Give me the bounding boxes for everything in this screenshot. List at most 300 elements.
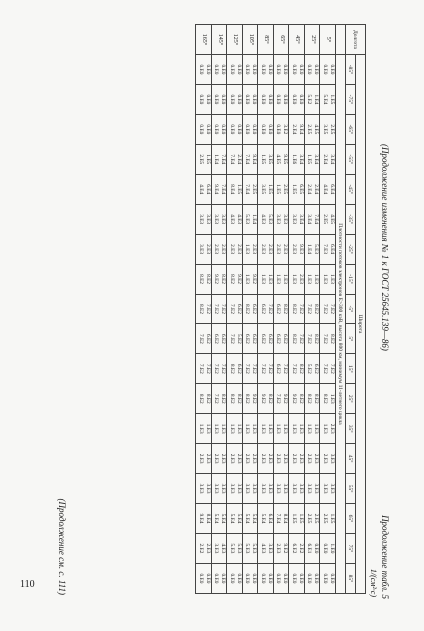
flux-cell: [289, 563, 305, 593]
flux-cell: [289, 84, 305, 114]
flux-value: 1.E3: [328, 274, 335, 284]
flux-value: 1.E5: [204, 154, 211, 165]
flux-value: 1.E3: [213, 423, 220, 434]
flux-value: 1.E5: [328, 513, 335, 524]
flux-value: 8.E2: [228, 363, 235, 374]
flux-cell: [274, 114, 290, 144]
latitude-col-header: 65°: [346, 504, 356, 534]
flux-cell: [196, 563, 212, 593]
flux-cell: [212, 294, 228, 324]
flux-value: 3.E3: [266, 483, 273, 494]
flux-value: 0.E0: [220, 64, 227, 75]
flux-value: 0.E0: [204, 124, 211, 135]
flux-cell: [320, 414, 336, 444]
flux-value: 9.E4: [197, 513, 204, 524]
flux-value: 7.E4: [244, 154, 251, 165]
flux-value: 9.E4: [297, 124, 304, 135]
flux-value: 0.E0: [228, 124, 235, 135]
flux-value: 4.E5: [275, 154, 282, 165]
flux-value: 7.E4: [228, 154, 235, 165]
flux-value: 0.E0: [197, 94, 204, 105]
flux-cell: [212, 504, 228, 534]
flux-value: 7.E2: [328, 363, 335, 374]
flux-value: 2.E2: [297, 543, 304, 554]
flux-value: 6.E5: [297, 184, 304, 195]
flux-value: 9.E2: [213, 274, 220, 284]
flux-cell: [289, 324, 305, 354]
flux-cell: [258, 84, 274, 114]
flux-value: 2.E5: [306, 513, 313, 524]
flux-value: 0.E0: [213, 94, 220, 105]
flux-value: 0.E0: [328, 64, 335, 75]
flux-value: 5.E4: [220, 513, 227, 524]
flux-value: 2.E3: [290, 244, 297, 255]
flux-cell: [289, 174, 305, 204]
flux-value: 2.E3: [251, 453, 258, 464]
flux-value: 9.E2: [251, 393, 258, 404]
flux-cell: [305, 414, 321, 444]
flux-value: 2.E3: [313, 453, 320, 464]
flux-value: 0.E0: [275, 573, 282, 584]
flux-value: 7.E2: [321, 304, 328, 314]
flux-value: 6.E2: [235, 304, 242, 314]
flux-value: 7.E2: [321, 363, 328, 374]
flux-value: 2.E4: [321, 154, 328, 165]
flux-cell: [305, 84, 321, 114]
flux-cell: [305, 534, 321, 564]
flux-value: 0.E0: [235, 573, 242, 584]
flux-cell: [320, 264, 336, 294]
flux-value: 2.E3: [290, 453, 297, 464]
flux-cell: [212, 384, 228, 414]
flux-value: 3.E3: [197, 244, 204, 255]
flux-value: 1.E3: [244, 274, 251, 284]
flux-value: 2.E3: [220, 244, 227, 255]
flux-value: 2.E3: [275, 543, 282, 554]
flux-cell: [196, 414, 212, 444]
rotated-page: [30, 24, 390, 599]
flux-value: 1.E3: [321, 274, 328, 284]
table-body: [196, 25, 336, 594]
flux-value: 8.E2: [220, 274, 227, 284]
flux-value: 8.E2: [313, 393, 320, 404]
flux-cell: [196, 144, 212, 174]
flux-value: 3.E3: [197, 214, 204, 225]
flux-value: 4.E4: [321, 184, 328, 195]
flux-value: 0.E0: [297, 573, 304, 584]
flux-value: 0.E0: [297, 64, 304, 75]
flux-cell: [258, 324, 274, 354]
flux-value: 0.E0: [251, 94, 258, 105]
flux-cell: [274, 563, 290, 593]
flux-value: 0.E0: [259, 64, 266, 75]
flux-value: 7.E2: [306, 304, 313, 314]
flux-cell: [243, 474, 259, 504]
flux-cell: [274, 504, 290, 534]
flux-cell: [212, 414, 228, 444]
flux-value: 3.E4: [297, 214, 304, 225]
flux-value: 6.E2: [275, 304, 282, 314]
flux-value: 3.E5: [321, 124, 328, 135]
flux-value: 5.E2: [235, 333, 242, 344]
flux-value: 1.E3: [259, 423, 266, 434]
flux-cell: [196, 444, 212, 474]
flux-value: 3.E3: [297, 483, 304, 494]
flux-value: 9.E2: [290, 393, 297, 404]
table-row: [212, 25, 228, 594]
flux-cell: [243, 84, 259, 114]
flux-value: 5.E4: [213, 513, 220, 524]
flux-value: 6.E2: [220, 333, 227, 344]
flux-value: 7.E2: [282, 363, 289, 374]
latitude-col-header: -65°: [346, 114, 356, 144]
flux-cell: [212, 204, 228, 234]
flux-cell: [227, 144, 243, 174]
longitude-cell: 25°: [305, 25, 321, 55]
flux-value: 7.E2: [220, 304, 227, 314]
flux-cell: [227, 264, 243, 294]
flux-value: 0.E0: [213, 124, 220, 135]
flux-value: 2.E3: [244, 453, 251, 464]
flux-cell: [212, 563, 228, 593]
flux-value: 2.E3: [204, 543, 211, 554]
flux-cell: [305, 294, 321, 324]
flux-value: 7.E2: [197, 333, 204, 344]
flux-value: 1.E3: [306, 423, 313, 434]
latitude-col-header: 75°: [346, 534, 356, 564]
flux-value: 3.E5: [266, 154, 273, 165]
flux-value: 3.E3: [290, 483, 297, 494]
longitude-cell: 65°: [274, 25, 290, 55]
flux-cell: [320, 84, 336, 114]
flux-cell: [320, 474, 336, 504]
flux-value: 0.E0: [290, 573, 297, 584]
flux-value: 3.E3: [328, 453, 335, 464]
flux-value: 0.E0: [228, 573, 235, 584]
flux-value: 0.E0: [251, 573, 258, 584]
unit-label: 1/(см²·с): [369, 568, 378, 597]
flux-value: 3.E3: [259, 483, 266, 494]
flux-cell: [227, 294, 243, 324]
flux-value: 1.E3: [220, 423, 227, 434]
flux-cell: [320, 114, 336, 144]
flux-value: 7.E2: [213, 363, 220, 374]
flux-value: 0.E0: [321, 573, 328, 584]
document-title: (Продолжение изменения № 1 к ГОСТ 25645.139—86): [380, 144, 390, 351]
flux-cell: [258, 563, 274, 593]
flux-cell: [227, 204, 243, 234]
flux-value: 8.E2: [306, 393, 313, 404]
flux-cell: [305, 55, 321, 85]
flux-cell: [227, 55, 243, 85]
flux-value: 6.E4: [328, 184, 335, 195]
flux-value: 6.E4: [266, 513, 273, 524]
flux-value: 6.E2: [259, 333, 266, 344]
flux-cell: [289, 414, 305, 444]
flux-value: 2.E4: [313, 184, 320, 195]
flux-value: 6.E2: [235, 363, 242, 374]
flux-value: 7.E2: [328, 304, 335, 314]
flux-value: 5.E4: [235, 513, 242, 524]
flux-value: 0.E0: [197, 573, 204, 584]
page-number: 110: [20, 579, 35, 590]
flux-cell: [258, 294, 274, 324]
flux-value: 2.E3: [213, 453, 220, 464]
table-row: [196, 25, 212, 594]
flux-value: 0.E0: [306, 573, 313, 584]
flux-cell: [305, 234, 321, 264]
flux-value: 6.E2: [259, 304, 266, 314]
flux-value: 5.E3: [244, 214, 251, 225]
flux-cell: [258, 55, 274, 85]
flux-value: 1.E3: [244, 423, 251, 434]
flux-value: 7.E2: [204, 304, 211, 314]
flux-value: 3.E3: [251, 483, 258, 494]
flux-value: 0.E0: [266, 124, 273, 135]
flux-value: 8.E2: [290, 304, 297, 314]
flux-value: 2.E2: [197, 543, 204, 554]
flux-value: 3.E3: [197, 483, 204, 494]
flux-value: 6.E4: [204, 184, 211, 195]
flux-value: 1.E3: [244, 244, 251, 255]
flux-value: 8.E2: [244, 304, 251, 314]
flux-value: 1.E4: [313, 94, 320, 105]
flux-value: 2.E5: [313, 513, 320, 524]
flux-value: 2.E3: [297, 274, 304, 284]
flux-cell: [212, 534, 228, 564]
flux-cell: [196, 324, 212, 354]
flux-value: 1.E3: [282, 423, 289, 434]
flux-value: 2.E3: [235, 244, 242, 255]
flux-value: 8.E2: [197, 304, 204, 314]
flux-value: 9.E2: [282, 543, 289, 554]
longitude-cell: 105°: [243, 25, 259, 55]
flux-value: 8.E2: [266, 393, 273, 404]
flux-value: 7.E4: [244, 184, 251, 195]
table-row: [320, 25, 336, 594]
flux-value: 6.E1: [306, 543, 313, 554]
flux-cell: [274, 324, 290, 354]
flux-value: 6.E2: [204, 333, 211, 344]
flux-value: 0.E0: [313, 543, 320, 554]
flux-cell: [212, 354, 228, 384]
flux-value: 0.E0: [259, 94, 266, 105]
flux-cell: [196, 114, 212, 144]
flux-cell: [289, 144, 305, 174]
flux-value: 0.E0: [266, 94, 273, 105]
flux-value: 7.E2: [204, 363, 211, 374]
flux-value: 9.E2: [251, 274, 258, 284]
flux-cell: [227, 444, 243, 474]
flux-cell: [227, 534, 243, 564]
flux-cell: [243, 414, 259, 444]
flux-value: 2.E3: [282, 244, 289, 255]
flux-value: 3.E3: [282, 214, 289, 225]
flux-cell: [258, 474, 274, 504]
flux-cell: [320, 174, 336, 204]
flux-value: 1.E5: [266, 184, 273, 195]
flux-value: 7.E2: [259, 363, 266, 374]
flux-value: 6.E2: [313, 363, 320, 374]
flux-value: 2.E5: [306, 124, 313, 135]
flux-cell: [227, 234, 243, 264]
flux-cell: [227, 114, 243, 144]
latitude-col-header: -45°: [346, 174, 356, 204]
flux-value: 9.E2: [282, 393, 289, 404]
flux-value: 9.E4: [251, 154, 258, 165]
flux-value: 0.E0: [282, 64, 289, 75]
flux-value: 1.E3: [313, 423, 320, 434]
flux-value: 0.E0: [275, 124, 282, 135]
flux-value: 1.E0: [328, 543, 335, 554]
flux-value: 8.E4: [204, 513, 211, 524]
flux-value: 3.E4: [297, 154, 304, 165]
flux-cell: [212, 324, 228, 354]
flux-cell: [258, 414, 274, 444]
flux-value: 5.E2: [306, 363, 313, 374]
flux-value: 6.E2: [251, 304, 258, 314]
flux-value: 2.E3: [266, 453, 273, 464]
flux-table: [196, 24, 367, 594]
flux-value: 1.E3: [266, 274, 273, 284]
flux-value: 1.E5: [259, 154, 266, 165]
flux-value: 8.E2: [228, 393, 235, 404]
flux-value: 8.E2: [204, 393, 211, 404]
flux-value: 7.E2: [321, 333, 328, 344]
flux-value: 7.E4: [220, 184, 227, 195]
flux-value: 3.E3: [275, 214, 282, 225]
flux-value: 6.E2: [244, 333, 251, 344]
flux-value: 0.E0: [321, 543, 328, 554]
flux-value: 8.E2: [282, 304, 289, 314]
flux-value: 6.E2: [275, 363, 282, 374]
flux-value: 0.E0: [290, 64, 297, 75]
flux-cell: [212, 55, 228, 85]
flux-value: 1.E3: [328, 393, 335, 404]
flux-value: 8.E2: [204, 274, 211, 284]
flux-cell: [196, 174, 212, 204]
flux-value: 2.E4: [235, 154, 242, 165]
flux-value: 1.E3: [282, 274, 289, 284]
flux-cell: [320, 324, 336, 354]
flux-cell: [305, 474, 321, 504]
flux-value: 8.E2: [197, 274, 204, 284]
flux-cell: [274, 444, 290, 474]
flux-cell: [227, 384, 243, 414]
flux-value: 3.E3: [313, 483, 320, 494]
flux-cell: [243, 534, 259, 564]
flux-cell: [243, 234, 259, 264]
flux-cell: [305, 384, 321, 414]
flux-value: 0.E0: [266, 64, 273, 75]
flux-value: 2.E3: [275, 453, 282, 464]
flux-cell: [305, 563, 321, 593]
flux-cell: [289, 234, 305, 264]
flux-value: 4.E3: [235, 214, 242, 225]
flux-value: 7.E2: [228, 333, 235, 344]
latitude-col-header: 45°: [346, 444, 356, 474]
flux-value: 6.E4: [328, 244, 335, 255]
flux-cell: [243, 504, 259, 534]
flux-value: 3.E3: [328, 483, 335, 494]
flux-cell: [258, 504, 274, 534]
header-line: [380, 24, 390, 599]
flux-cell: [243, 204, 259, 234]
flux-value: 1.E3: [275, 274, 282, 284]
flux-cell: [243, 444, 259, 474]
flux-value: 0.E0: [282, 573, 289, 584]
flux-value: 8.E2: [321, 393, 328, 404]
flux-value: 8.E2: [244, 393, 251, 404]
longitude-cell: 145°: [212, 25, 228, 55]
flux-value: 2.E3: [228, 453, 235, 464]
flux-cell: [258, 174, 274, 204]
flux-cell: [227, 324, 243, 354]
flux-value: 2.E3: [321, 453, 328, 464]
flux-cell: [196, 504, 212, 534]
flux-value: 8.E2: [228, 274, 235, 284]
flux-cell: [320, 563, 336, 593]
flux-value: 0.E0: [290, 94, 297, 105]
flux-value: 2.E3: [266, 244, 273, 255]
latitude-col-header: -85°: [346, 55, 356, 85]
flux-value: 0.E0: [313, 64, 320, 75]
flux-cell: [243, 354, 259, 384]
flux-value: 4.E5: [313, 124, 320, 135]
flux-cell: [227, 174, 243, 204]
flux-cell: [196, 384, 212, 414]
flux-value: 0.E0: [244, 124, 251, 135]
longitude-header: Долгота: [346, 25, 366, 55]
flux-value: 2.E3: [228, 244, 235, 255]
flux-value: 9.E2: [235, 274, 242, 284]
flux-value: 3.E3: [220, 214, 227, 225]
flux-value: 5.E3: [235, 543, 242, 554]
flux-value: 1.E3: [259, 274, 266, 284]
flux-cell: [289, 504, 305, 534]
flux-value: 7.E2: [213, 393, 220, 404]
flux-cell: [243, 55, 259, 85]
flux-cell: [227, 354, 243, 384]
table-continuation-label: Продолжение табл. 5: [380, 515, 390, 599]
table-row: [289, 25, 305, 594]
flux-cell: [289, 204, 305, 234]
flux-cell: [243, 264, 259, 294]
flux-value: 5.E3: [244, 543, 251, 554]
flux-cell: [212, 174, 228, 204]
flux-cell: [320, 234, 336, 264]
description-row: [336, 25, 346, 594]
flux-cell: [196, 55, 212, 85]
flux-value: 1.E4: [251, 214, 258, 225]
flux-cell: [289, 55, 305, 85]
flux-value: 1.E3: [275, 423, 282, 434]
flux-cell: [258, 534, 274, 564]
table-row: [305, 25, 321, 594]
density-description: Плотности потоков электронов E>300 кэВ, высота 800 км, минимум 11-летнего цикла: [336, 55, 346, 594]
flux-value: 0.E0: [259, 124, 266, 135]
flux-cell: [305, 144, 321, 174]
flux-value: 1.E3: [204, 423, 211, 434]
flux-value: 0.E0: [220, 94, 227, 105]
flux-value: 1.E3: [228, 423, 235, 434]
flux-value: 0.E0: [297, 94, 304, 105]
flux-cell: [289, 534, 305, 564]
flux-value: 1.E3: [251, 423, 258, 434]
flux-cell: [243, 114, 259, 144]
flux-value: 3.E5: [259, 184, 266, 195]
longitude-cell: 5°: [320, 25, 336, 55]
